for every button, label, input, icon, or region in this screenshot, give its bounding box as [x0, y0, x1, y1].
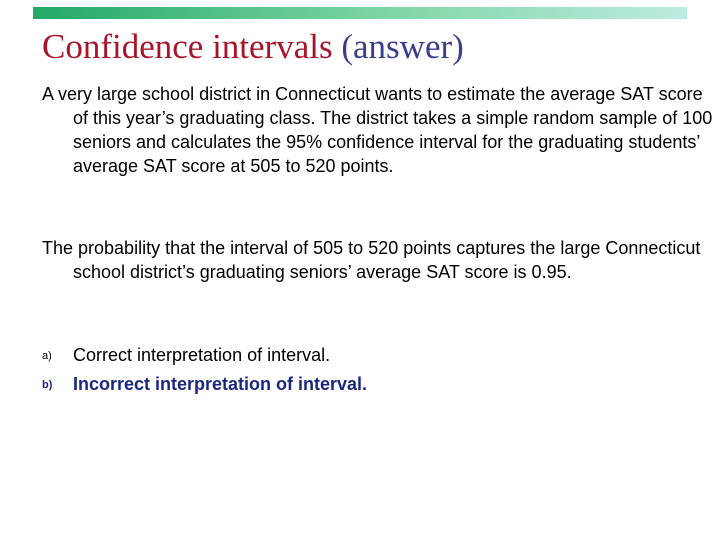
statement-paragraph: The probability that the interval of 505 to 520 points captures the large Connecticut school district’s graduating seniors’ average SAT score is 0.95. — [42, 238, 701, 282]
option-a-label: Correct interpretation of interval. — [73, 345, 331, 365]
option-b-marker: b) — [42, 379, 53, 391]
option-b — [42, 370, 682, 399]
scenario-paragraph: A very large school district in Connecticut wants to estimate the average SAT score of this year’s graduating class. The district takes a simple random sample of 100 seniors and calculates the 95% confidence interval for the graduating students’ average SAT score at 505 to 520 points. — [42, 84, 713, 176]
option-a-marker: a) — [42, 350, 52, 362]
top-accent-bar — [33, 7, 687, 19]
option-a — [42, 341, 682, 370]
title-main: Confidence intervals — [42, 27, 333, 66]
slide-title — [42, 26, 464, 68]
title-answer-tag: (answer) — [341, 27, 464, 66]
answer-options — [42, 341, 682, 399]
option-b-label: Incorrect interpretation of interval. — [73, 374, 368, 394]
